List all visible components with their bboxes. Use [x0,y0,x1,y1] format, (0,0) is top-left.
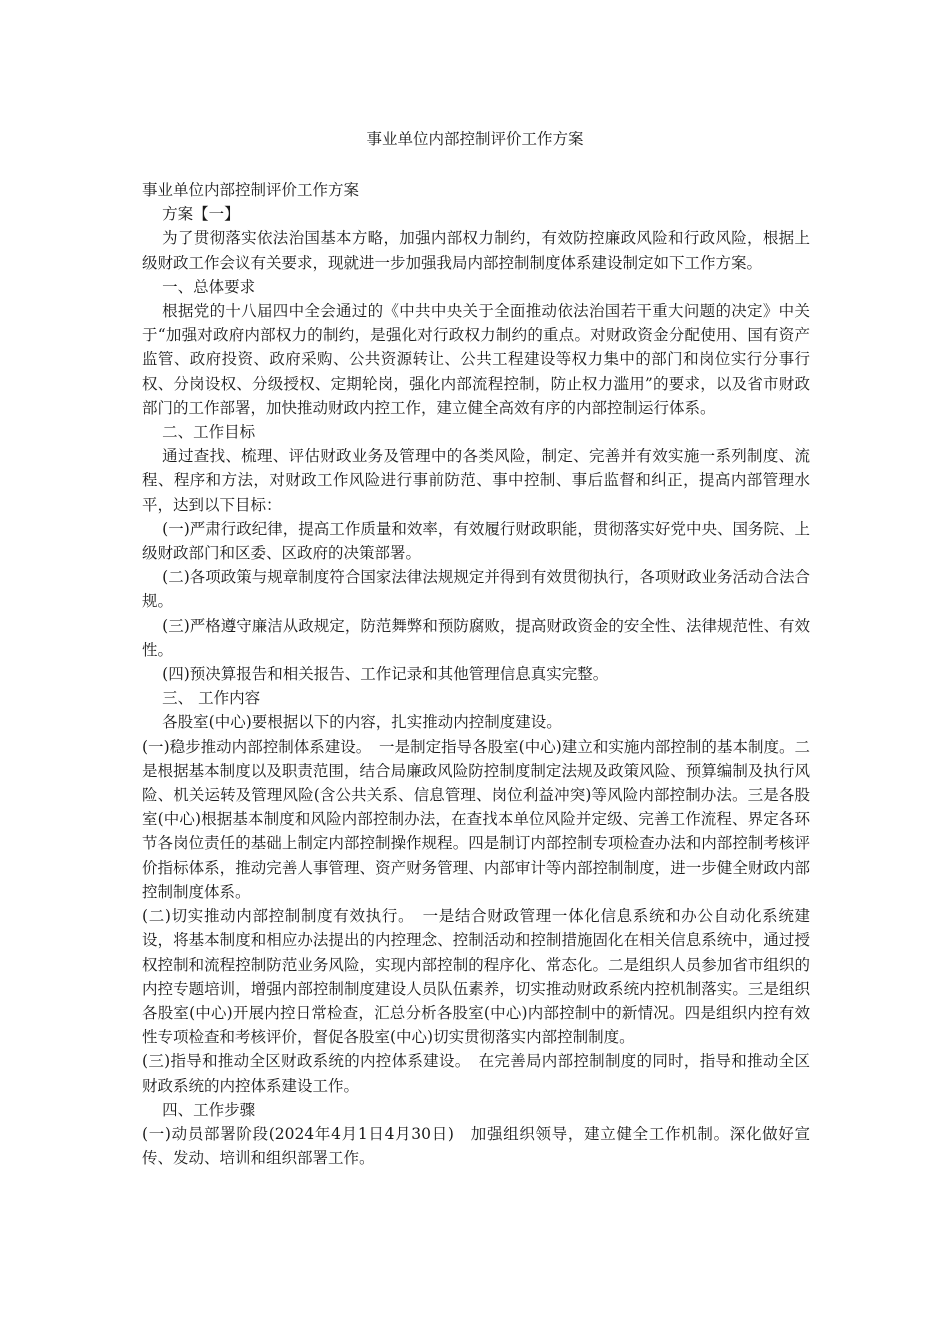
document-title: 事业单位内部控制评价工作方案 [366,130,584,148]
document-body [142,178,810,1170]
paragraph: 事业单位内部控制评价工作方案 [142,181,360,199]
paragraph: (二)切实推动内部控制制度有效执行。 一是结合财政管理一体化信息系统和办公自动化系统建设，将基本制度和相应办法提出的内控理念、控制活动和控制措施固化在相关信息系统中，通过授权控制和流程控制防范业务风险，实现内部控制的程序化、常态化。二是组织人员参加省市组织的内控专题培训，增强内部控制制度建设人员队伍素养，切实推动财政系统内控机制落实。三是组织各股室(中心)开展内控日常检查，汇总分析各股室(中心)内部控制中的新情况。四是组织内控有效性专项检查和考核评价，督促各股室(中心)切实贯彻落实内部控制制度。 [142,907,810,1047]
paragraph: (一)稳步推动内部控制体系建设。 一是制定指导各股室(中心)建立和实施内部控制的基本制度。二是根据基本制度以及职责范围，结合局廉政风险防控制度制定法规及政策风险、预算编制及执行风险、机关运转及管理风险(含公共关系、信息管理、岗位利益冲突)等风险内部控制办法。三是各股室(中心)根据基本制度和风险内部控制办法，在查找本单位风险并定级、完善工作流程、界定各环节各岗位责任的基础上制定内部控制操作规程。四是制订内部控制专项检查办法和内部控制考核评价指标体系，推动完善人事管理、资产财务管理、内部审计等内部控制制度，进一步健全财政内部控制制度体系。 [142,737,810,901]
paragraph: 三、 工作内容 [162,689,261,708]
paragraph: 方案【一】 [162,205,240,224]
paragraph: (一)动员部署阶段(2024年4月1日4月30日) 加强组织领导，建立健全工作机制。深化做好宣传、发动、培训和组织部署工作。 [142,1124,810,1168]
paragraph: (三)严格遵守廉洁从政规定，防范舞弊和预防腐败，提高财政资金的安全性、法律规范性、有效性。 [142,616,810,659]
paragraph: 一、总体要求 [162,277,256,296]
paragraph: (二)各项政策与规章制度符合国家法律法规规定并得到有效贯彻执行，各项财政业务活动合法合规。 [142,568,810,611]
paragraph: (一)严肃行政纪律，提高工作质量和效率，有效履行财政职能，贯彻落实好党中央、国务院、上级财政部门和区委、区政府的决策部署。 [142,519,810,563]
paragraph: 各股室(中心)要根据以下的内容，扎实推动内控制度建设。 [162,713,562,732]
paragraph: (三)指导和推动全区财政系统的内控体系建设。 在完善局内部控制制度的同时，指导和推动全区财政系统的内控体系建设工作。 [142,1052,810,1095]
paragraph: 二、工作目标 [162,423,256,442]
paragraph: 四、工作步骤 [162,1100,256,1119]
paragraph: 为了贯彻落实依法治国基本方略，加强内部权力制约，有效防控廉政风险和行政风险，根据上级财政工作会议有关要求，现就进一步加强我局内部控制制度体系建设制定如下工作方案。 [142,229,810,272]
paragraph: 根据党的十八届四中全会通过的《中共中央关于全面推动依法治国若干重大问题的决定》中关于“加强对政府内部权力的制约，是强化对行政权力制约的重点。对财政资金分配使用、国有资产监管、政府投资、政府采购、公共资源转让、公共工程建设等权力集中的部门和岗位实行分事行权、分岗设权、分级授权、定期轮岗，强化内部流程控制，防止权力滥用”的要求，以及省市财政部门的工作部署，加快推动财政内控工作，建立健全高效有序的内部控制运行体系。 [142,302,810,417]
paragraph: 通过查找、梳理、评估财政业务及管理中的各类风险，制定、完善并有效实施一系列制度、流程、程序和方法，对财政工作风险进行事前防范、事中控制、事后监督和纠正，提高内部管理水平，达到以下目标： [142,447,810,514]
paragraph: (四)预决算报告和相关报告、工作记录和其他管理信息真实完整。 [162,665,609,684]
